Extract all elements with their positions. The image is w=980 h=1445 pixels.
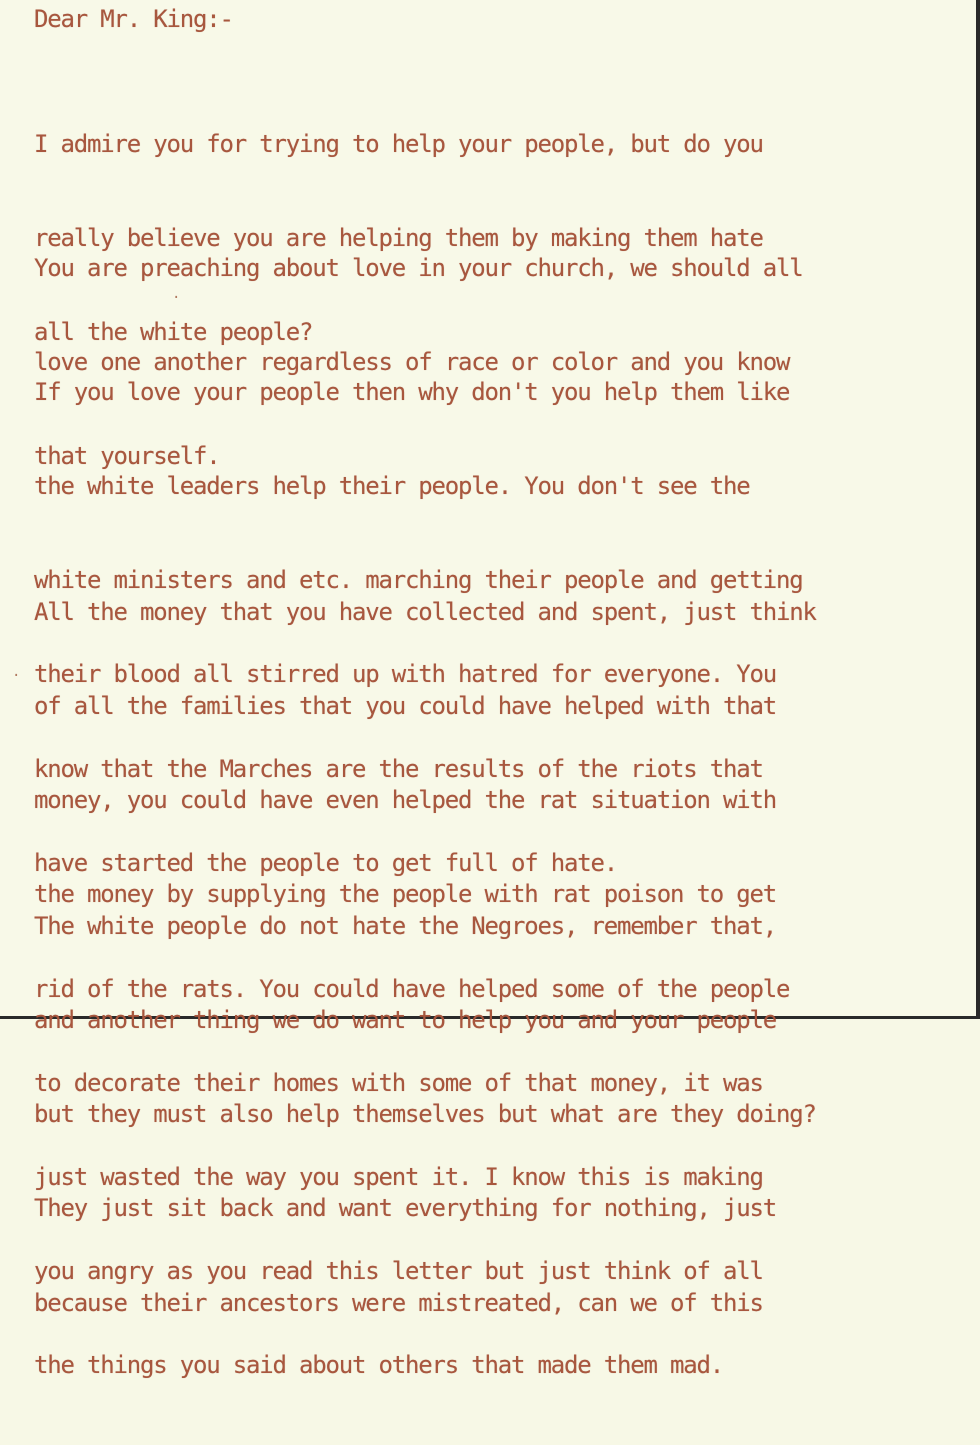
paragraph-line: If you love your people then why don't you help them like (34, 377, 790, 406)
salutation: Dear Mr. King:- (34, 5, 233, 33)
paragraph-line: have started the people to get full of hate. (34, 848, 617, 877)
paragraph-line: and another thing we do want to help you and your people (34, 1006, 776, 1035)
paragraph-line: the money by supplying the people with rat poison to get (34, 880, 776, 909)
paragraph-line: that yourself. (34, 442, 220, 471)
paragraph-line: You are preaching about love in your church, we should all (34, 253, 803, 282)
paragraph-line: love one another regardless of race or color and you know (34, 348, 790, 377)
paragraph-line: All the money that you have collected and spent, just think (34, 597, 816, 626)
paragraph-line: just wasted the way you spent it. I know this is making (34, 1163, 763, 1192)
paragraph-line: white ministers and etc. marching their people and getting (34, 566, 803, 595)
paragraph-line: because their ancestors were mistreated, can we of this (34, 1288, 763, 1317)
paper-speck: · (172, 290, 181, 306)
paragraph-line: the white leaders help their people. You don't see the (34, 472, 750, 501)
paragraph-line: know that the Marches are the results of the riots that (34, 754, 763, 783)
paragraph-line: you angry as you read this letter but just think of all (34, 1257, 763, 1286)
paragraph-line: The white people do not hate the Negroes, remember that, (34, 911, 776, 940)
paragraph-line: money, you could have even helped the rat situation with (34, 786, 776, 815)
margin-dot: · (12, 668, 21, 684)
paragraph-line: of all the families that you could have helped with that (34, 692, 776, 721)
paragraph-line: all the white people? (34, 318, 313, 347)
paragraph-line: rid of the rats. You could have helped some of the people (34, 974, 790, 1003)
paragraph-line: but they must also help themselves but what are they doing? (34, 1100, 816, 1129)
paragraph-line: They just sit back and want everything for nothing, just (34, 1194, 776, 1223)
paragraph-line: really believe you are helping them by making them hate (34, 224, 763, 253)
paragraph-line: to decorate their homes with some of that money, it was (34, 1068, 763, 1097)
paragraph-line: their blood all stirred up with hatred for everyone. You (34, 660, 776, 689)
paragraph-line: I admire you for trying to help your people, but do you (34, 129, 763, 158)
paragraph-5 (34, 848, 816, 1382)
paragraph-line: the things you said about others that made them mad. (34, 1351, 723, 1380)
